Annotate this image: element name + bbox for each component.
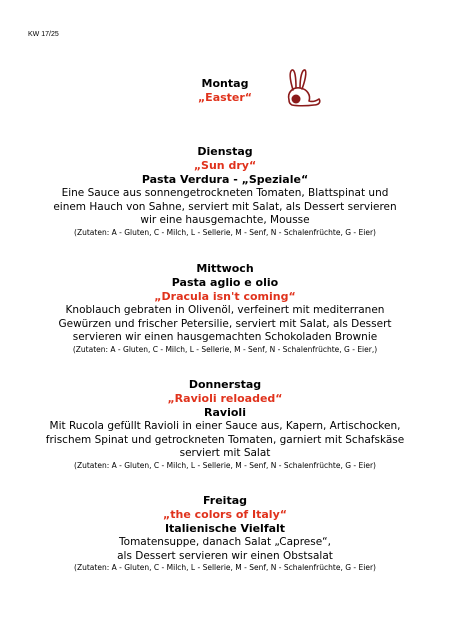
wednesday-section: [0, 262, 450, 355]
day-motto: „the colors of Italy“: [163, 508, 287, 521]
friday-section: [0, 494, 450, 573]
tuesday-section: [0, 145, 450, 238]
dish-name: Italienische Vielfalt: [164, 522, 286, 535]
ingredients-note: (Zutaten: A - Gluten, C - Milch, L - Sellerie, M - Senf, N - Schalenfrüchte, G - Eier): [74, 227, 376, 237]
day-motto: „Sun dry“: [193, 159, 257, 172]
day-title: Montag: [201, 77, 249, 90]
day-motto: „Easter“: [197, 91, 253, 104]
dish-name: Ravioli: [204, 406, 246, 419]
description-line: Knoblauch gebraten in Olivenöl, verfeinert mit mediterranen: [65, 304, 385, 316]
description-line: Eine Sauce aus sonnengetrockneten Tomaten, Blattspinat und: [61, 187, 389, 199]
description-line: einem Hauch von Sahne, serviert mit Salat, als Dessert servieren: [53, 200, 397, 213]
day-motto: „Ravioli reloaded“: [167, 392, 283, 405]
dish-description: [0, 536, 450, 563]
dish-description: [0, 420, 450, 461]
dish-description: [0, 187, 450, 228]
description-line: servieren wir einen hausgemachten Schokoladen Brownie: [72, 331, 378, 343]
day-title: Dienstag: [197, 145, 253, 158]
description-line: wir eine hausgemachte, Mousse: [140, 214, 310, 226]
dish-name: Pasta aglio e olio: [171, 276, 279, 289]
description-line: als Dessert servieren wir einen Obstsalat: [117, 549, 333, 562]
dish-name: Pasta Verdura - „Speziale“: [141, 173, 309, 186]
day-title: Mittwoch: [196, 262, 254, 275]
description-line: frischem Spinat und getrockneten Tomaten, garniert mit Schafskäse: [45, 433, 405, 446]
description-line: Tomatensuppe, danach Salat „Caprese“,: [119, 536, 331, 548]
day-motto: „Dracula isn't coming“: [154, 290, 296, 303]
week-number: KW 17/25: [28, 31, 59, 38]
day-title: Donnerstag: [188, 378, 262, 391]
description-line: serviert mit Salat: [179, 447, 271, 459]
day-title: Freitag: [202, 494, 248, 507]
ingredients-note: (Zutaten: A - Gluten, C - Milch, L - Sellerie, M - Senf, N - Schalenfrüchte, G - Eier): [74, 563, 376, 572]
easter-bunny-icon: [281, 68, 327, 110]
dish-description: [0, 304, 450, 345]
monday-section: [0, 77, 450, 105]
description-line: Gewürzen und frischer Petersilie, serviert mit Salat, als Dessert: [58, 317, 392, 330]
description-line: Mit Rucola gefüllt Ravioli in einer Sauce aus, Kapern, Artischocken,: [49, 420, 401, 432]
ingredients-note: (Zutaten: A - Gluten, C - Milch, L - Sellerie, M - Senf, N - Schalenfrüchte, G - Eier): [74, 460, 376, 470]
ingredients-note: (Zutaten: A - Gluten, C - Milch, L - Sellerie, M - Senf, N - Schalenfrüchte, G - Eier,): [72, 344, 378, 354]
thursday-section: [0, 378, 450, 471]
